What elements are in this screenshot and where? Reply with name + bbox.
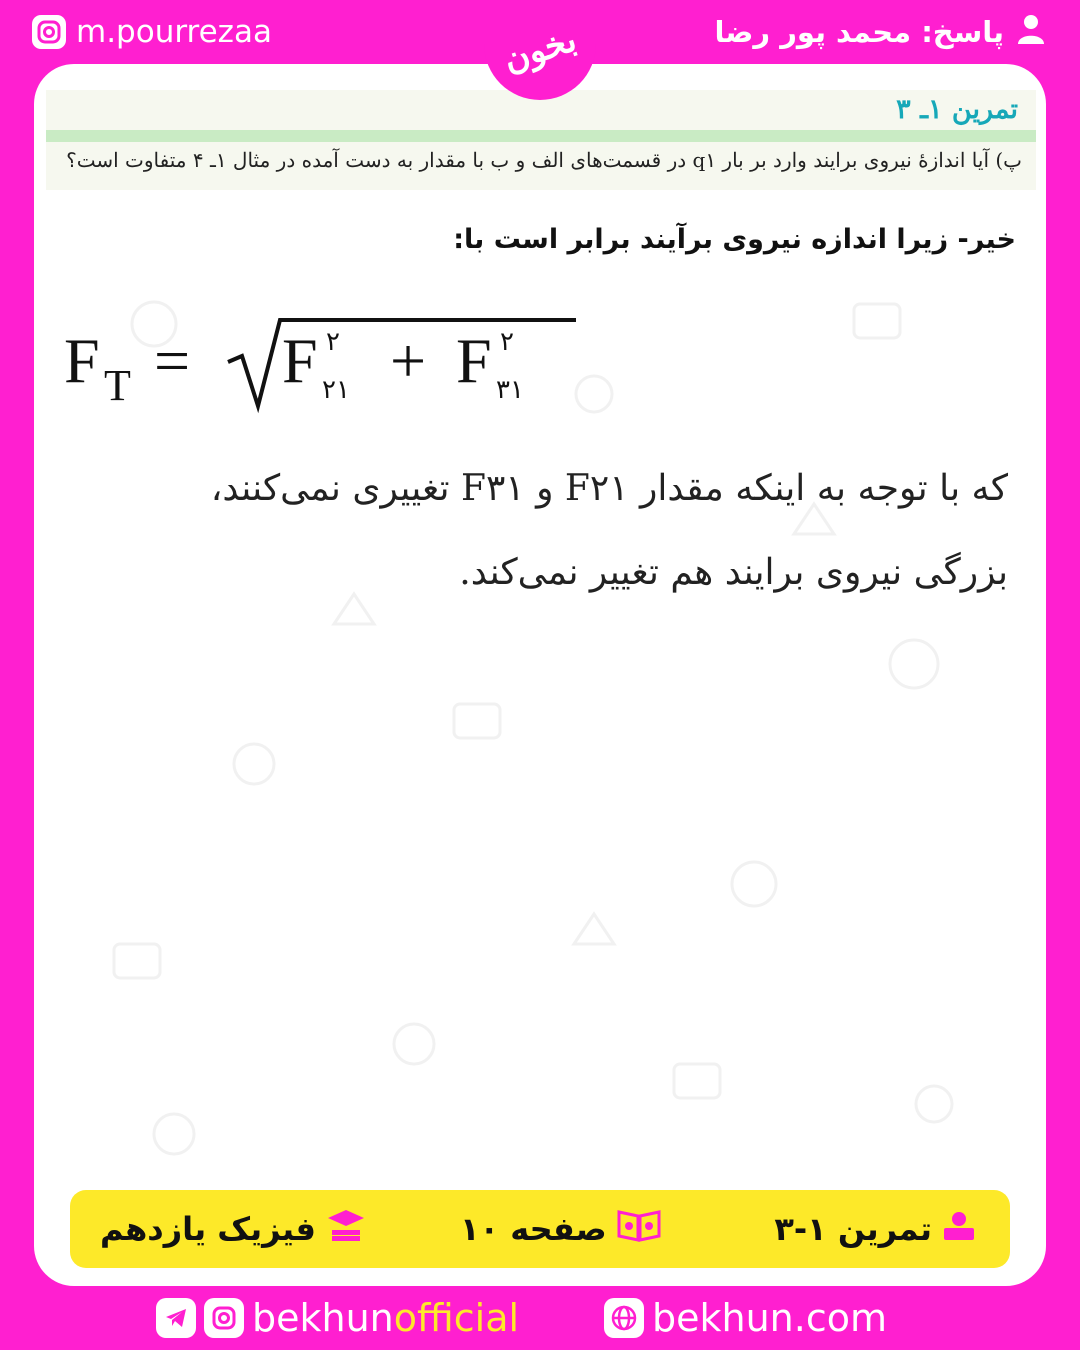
formula-lhs: F xyxy=(64,325,100,396)
footer-subject xyxy=(100,1190,366,1268)
formula-term1-sup: ۲ xyxy=(326,327,340,357)
formula-equals: = xyxy=(154,325,191,396)
instagram-handle[interactable] xyxy=(32,10,272,54)
resultant-force-formula xyxy=(60,302,580,422)
explanation-line-2: بزرگی نیروی برایند هم تغییر نمی‌کند. xyxy=(459,552,1008,593)
social-handle-text xyxy=(252,1296,519,1340)
formula-term1: F xyxy=(282,325,318,396)
exercise-title: تمرین ۱ـ ۳ xyxy=(896,94,1018,125)
footer-exercise xyxy=(774,1190,976,1268)
globe-icon xyxy=(604,1298,644,1338)
user-icon xyxy=(1016,13,1046,52)
info-footer xyxy=(70,1190,1010,1268)
telegram-icon xyxy=(156,1298,196,1338)
graduation-cap-icon xyxy=(326,1208,366,1250)
social-handle-prefix: bekhun xyxy=(252,1296,394,1340)
instagram-icon xyxy=(32,15,66,49)
formula-plus: + xyxy=(390,325,427,396)
brand-logo-text: بخون xyxy=(498,19,582,81)
content-card xyxy=(34,64,1046,1286)
footer-subject-text: فیزیک یازدهم xyxy=(100,1210,316,1248)
answer-author-text: پاسخ: محمد پور رضا xyxy=(714,15,1004,49)
instagram-handle-text: m.pourrezaa xyxy=(76,14,272,50)
answer-intro: خیر- زیرا اندازه نیروی برآیند برابر است با: xyxy=(453,224,1016,255)
instagram-icon xyxy=(204,1298,244,1338)
formula-term2: F xyxy=(456,325,492,396)
social-handle-suffix: official xyxy=(393,1296,520,1340)
textbook-excerpt xyxy=(46,90,1036,190)
formula-term2-sup: ۲ xyxy=(500,327,514,357)
website-link[interactable] xyxy=(604,1292,887,1344)
formula-lhs-sub: T xyxy=(104,361,131,410)
formula-term1-sub: ۲۱ xyxy=(322,375,350,405)
footer-exercise-text: تمرین ۱-۳ xyxy=(774,1210,932,1248)
footer-page-text: صفحه ۱۰ xyxy=(460,1210,607,1248)
explanation-line-1: که با توجه به اینکه مقدار F۲۱ و F۳۱ تغییری نمی‌کنند، xyxy=(210,468,1008,509)
open-book-icon xyxy=(617,1208,661,1250)
formula-term2-sub: ۳۱ xyxy=(496,375,524,405)
teacher-icon xyxy=(942,1208,976,1250)
social-handle[interactable] xyxy=(156,1292,519,1344)
divider xyxy=(46,130,1036,142)
question-text: پ) آیا اندازهٔ نیروی برایند وارد بر بار q۱ در قسمت‌های الف و ب با مقدار به دست آمده در مثال ۱ـ ۴ متفاوت است؟ xyxy=(66,148,1022,172)
bottom-bar xyxy=(0,1286,1080,1350)
footer-page xyxy=(460,1190,661,1268)
answer-author xyxy=(714,10,1046,54)
website-text: bekhun.com xyxy=(652,1296,887,1340)
